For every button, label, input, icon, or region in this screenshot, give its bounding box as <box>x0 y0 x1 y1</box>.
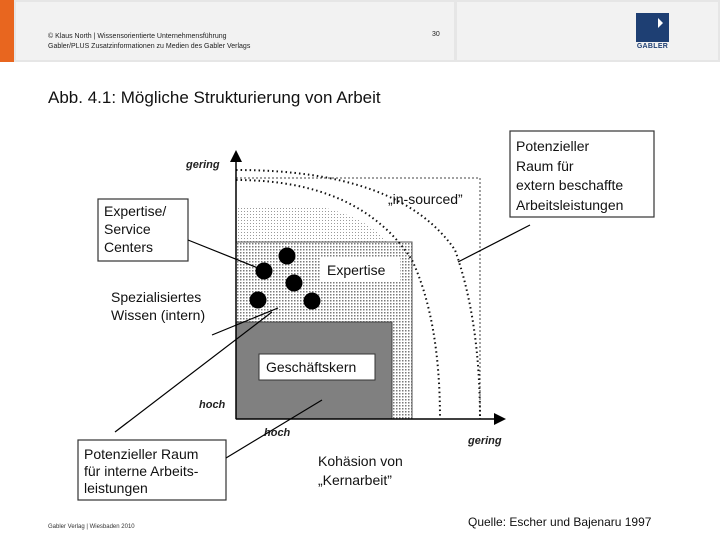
insourced-label: „in-sourced” <box>388 191 463 207</box>
axis-top-label: gering <box>186 159 220 171</box>
expertise-centers-line-2: Service <box>104 221 151 237</box>
expert-dot <box>256 263 273 280</box>
source-citation: Quelle: Escher und Bajenaru 1997 <box>468 515 652 529</box>
expert-dot <box>279 248 296 265</box>
internal-space-line-2: für interne Arbeits- <box>84 463 199 479</box>
external-space-line-1: Potenzieller <box>516 138 590 154</box>
copyright-line-1: © Klaus North | Wissensorientierte Unternehmensführung <box>48 33 227 40</box>
expertise-centers-line-3: Centers <box>104 239 154 255</box>
specialized-knowledge-line-2: Wissen (intern) <box>111 307 206 323</box>
external-space-line-2: Raum für <box>516 158 574 174</box>
specialized-knowledge-line-1: Spezialisiertes <box>111 289 202 305</box>
external-space-line-4: Arbeitsleistungen <box>516 197 624 213</box>
page-number: 30 <box>432 31 440 38</box>
expert-dot <box>304 293 321 310</box>
expertise-centers-line-1: Expertise/ <box>104 203 167 219</box>
connector-external-space <box>458 225 530 262</box>
internal-space-line-3: leistungen <box>84 480 148 496</box>
cohesion-line-1: Kohäsion von <box>318 453 403 469</box>
internal-space-line-1: Potenzieller Raum <box>84 446 199 462</box>
axis-left-label: hoch <box>199 399 226 411</box>
expert-dot <box>250 292 267 309</box>
axis-bottom-label: hoch <box>264 427 291 439</box>
core-label: Geschäftskern <box>266 359 357 375</box>
expert-dot <box>286 275 303 292</box>
logo-wordmark: GABLER <box>636 43 669 50</box>
expertise-label: Expertise <box>327 262 386 278</box>
cohesion-line-2: „Kernarbeit” <box>318 472 392 488</box>
footer-publisher: Gabler Verlag | Wiesbaden 2010 <box>48 524 135 530</box>
external-space-line-3: extern beschaffte <box>516 177 624 193</box>
slide-title: Abb. 4.1: Mögliche Strukturierung von Arbeit <box>48 88 381 107</box>
copyright-line-2: Gabler/PLUS Zusatzinformationen zu Medien des Gabler Verlags <box>48 43 251 50</box>
axis-right-label: gering <box>468 435 502 447</box>
